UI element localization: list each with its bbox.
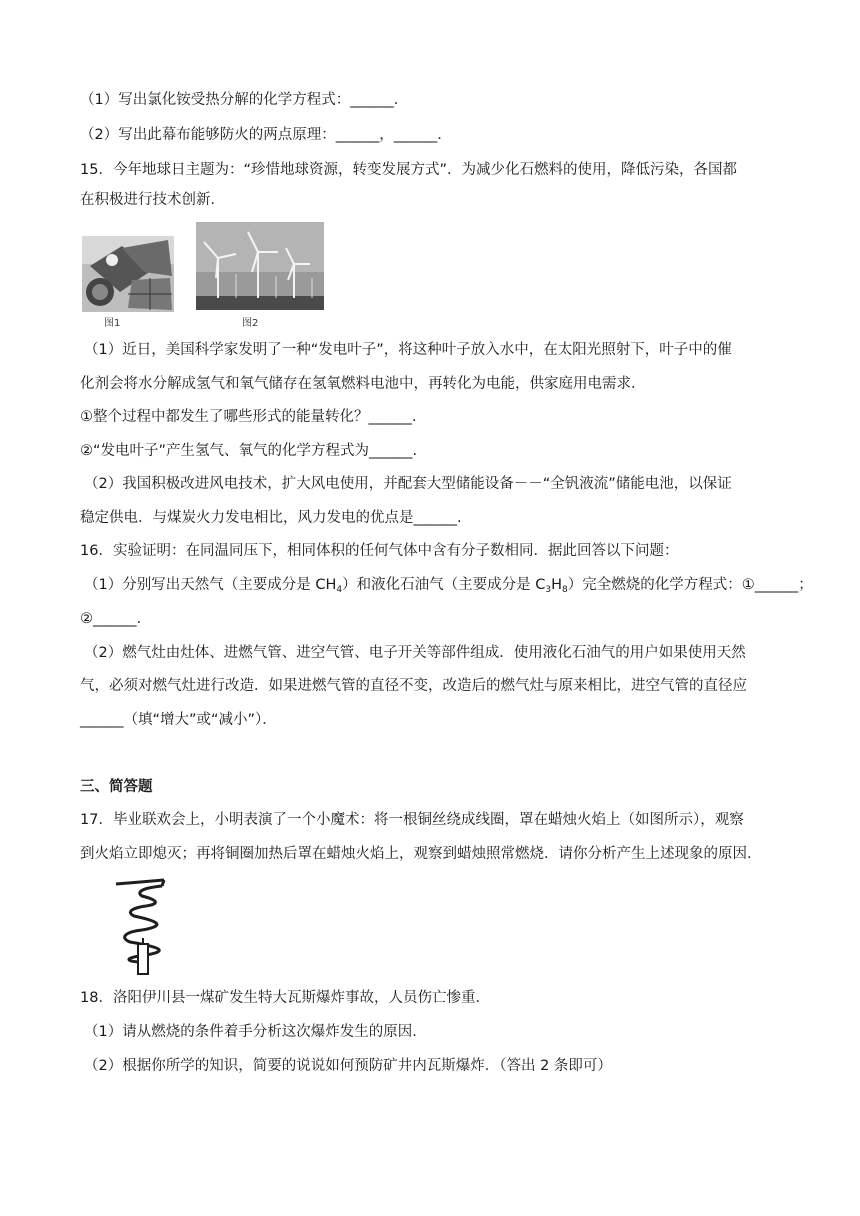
section-heading-short-answer: 三、简答题 [80, 779, 153, 795]
q14-sub2: （2）写出此幕布能够防火的两点原理：______，______. [80, 127, 442, 143]
q15-part1-line2: 化剂会将水分解成氢气和氧气储存在氢氧燃料电池中，再转化为电能，供家庭用电需求． [80, 376, 646, 392]
q16-part2-line3: ______（填“增大”或“减小”）． [80, 712, 277, 728]
q15-stem-line1: 15．今年地球日主题为：“珍惜地球资源，转变发展方式”．为减少化石燃料的使用，降低污染，各国都 [80, 162, 737, 178]
figure-2-wind-turbines-image [196, 222, 324, 310]
q18-part2: （2）根据你所学的知识，简要的说说如何预防矿井内瓦斯爆炸．（答出 2 条即可） [84, 1058, 612, 1074]
q17-stem-line2: 到火焰立即熄灭；再将铜圈加热后罩在蜡烛火焰上，观察到蜡烛照常燃烧．请你分析产生上述现象的原因． [80, 846, 762, 862]
figure-2-caption: 图2 [242, 318, 259, 329]
figure-1-caption: 图1 [104, 318, 121, 329]
q17-stem-line1: 17．毕业联欢会上，小明表演了一个小魔术：将一根铜丝绕成线圈，罩在蜡烛火焰上（如图所示），观察 [80, 812, 744, 828]
q16-part2-line1: （2）燃气灶由灶体、进燃气管、进空气管、电子开关等部件组成．使用液化石油气的用户如果使用天然 [84, 645, 746, 661]
q18-part1: （1）请从燃烧的条件着手分析这次爆炸发生的原因． [84, 1024, 427, 1040]
q16-part1-line1: （1）分别写出天然气（主要成分是 $CH_4$）和液化石油气（主要成分是 $C_3H_8$）完全燃烧的化学方程式：①______； [84, 577, 813, 595]
q15-stem-line2: 在积极进行技术创新． [80, 192, 225, 208]
q15-part1-sub2: ②“发电叶子”产生氢气、氧气的化学方程式为______. [80, 443, 418, 459]
q15-part2-line2: 稳定供电．与煤炭火力发电相比，风力发电的优点是______. [80, 510, 462, 526]
q16-part2-line2: 气，必须对燃气灶进行改造．如果进燃气管的直径不变，改造后的燃气灶与原来相比，进空气管的直径应 [80, 678, 747, 694]
q14-sub1: （1）写出氯化铵受热分解的化学方程式：______. [80, 92, 399, 108]
q15-part1-line1: （1）近日，美国科学家发明了一种“发电叶子”，将这种叶子放入水中，在太阳光照射下，叶子中的催 [84, 342, 732, 358]
q16-stem: 16．实验证明：在同温同压下，相同体积的任何气体中含有分子数相同．据此回答以下问题： [80, 543, 679, 559]
q15-part2-line1: （2）我国积极改进风电技术，扩大风电使用，并配套大型储能设备－－“全钒液流”储能电池，以保证 [84, 476, 732, 492]
figure-1-solar-image [82, 236, 174, 312]
q16-part1-line2: ②______. [80, 611, 142, 627]
copper-coil-candle-figure [112, 876, 190, 976]
q18-stem: 18．洛阳伊川县一煤矿发生特大瓦斯爆炸事故，人员伤亡惨重． [80, 990, 490, 1006]
q15-part1-sub1: ①整个过程中都发生了哪些形式的能量转化？______. [80, 409, 417, 425]
